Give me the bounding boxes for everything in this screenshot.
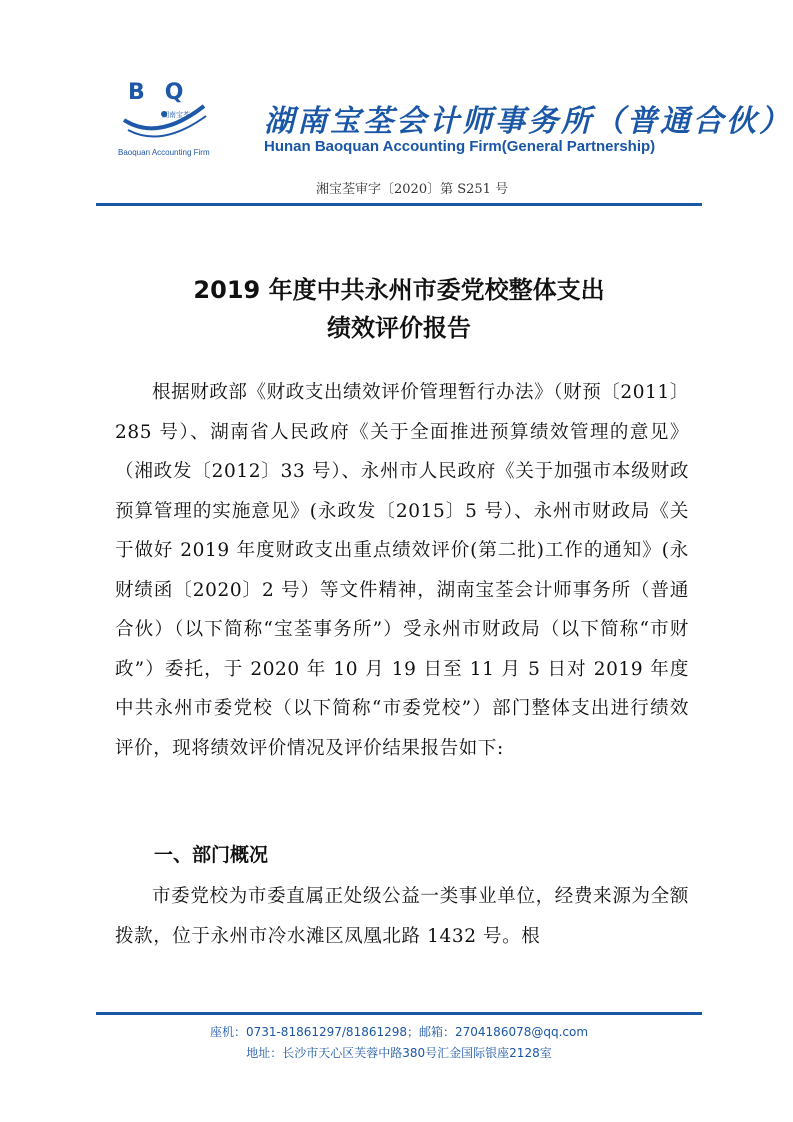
logo-letters: BQ: [128, 80, 204, 105]
intro-paragraph: 根据财政部《财政支出绩效评价管理暂行办法》（财预〔2011〕285 号）、湖南省人民政府《关于全面推进预算绩效管理的意见》（湘政发〔2012〕33 号）、永州市人民政府《关于加强市本级财政预算管理的实施意见》(永政发〔2015〕5 号）、永州市财政局《关于做好 2019 年度财政支出重点绩效评价(第二批)工作的通知》(永财绩函〔2020〕2 号）等文件精神，湖南宝荃会计师事务所（普通合伙）（以下简称“宝荃事务所”）受永州市财政局（以下简称“市财政”）委托，于 2020 年 10 月 19 日至 11 月 5 日对 2019 年度中共永州市委党校（以下简称“市委党校”）部门整体支出进行绩效评价，现将绩效评价情况及评价结果报告如下:: [115, 382, 689, 759]
footer-address: 地址：长沙市天心区芙蓉中路380号汇金国际银座2128室: [246, 1046, 552, 1060]
firm-name-english: Hunan Baoquan Accounting Firm(General Partnership): [264, 138, 656, 155]
overview-paragraph: 市委党校为市委直属正处级公益一类事业单位，经费来源为全额拨款，位于永州市冷水滩区凤凰北路 1432 号。根: [115, 886, 689, 947]
footer: [96, 1022, 702, 1064]
report-body: [115, 373, 689, 768]
header-divider: [96, 203, 702, 206]
title-line-1: 2019 年度中共永州市委党校整体支出: [193, 276, 605, 304]
letterhead: [96, 58, 792, 180]
footer-divider: [96, 1012, 702, 1015]
document-number: 湘宝荃审字〔2020〕第 S251 号: [316, 182, 509, 197]
footer-contact: 座机：0731-81861297/81861298；邮箱：2704186078@qq.com: [209, 1025, 589, 1039]
section-heading: 一、部门概况: [154, 844, 269, 866]
firm-logo: [118, 80, 210, 160]
section-body: [115, 877, 689, 956]
logo-sub-text: 湖南宝荃: [162, 111, 190, 119]
report-title: [96, 271, 702, 347]
firm-name-chinese: 湖南宝荃会计师事务所（普通合伙）: [264, 104, 792, 139]
title-line-2: 绩效评价报告: [327, 314, 471, 342]
logo-english-name: Baoquan Accounting Firm: [118, 148, 210, 157]
